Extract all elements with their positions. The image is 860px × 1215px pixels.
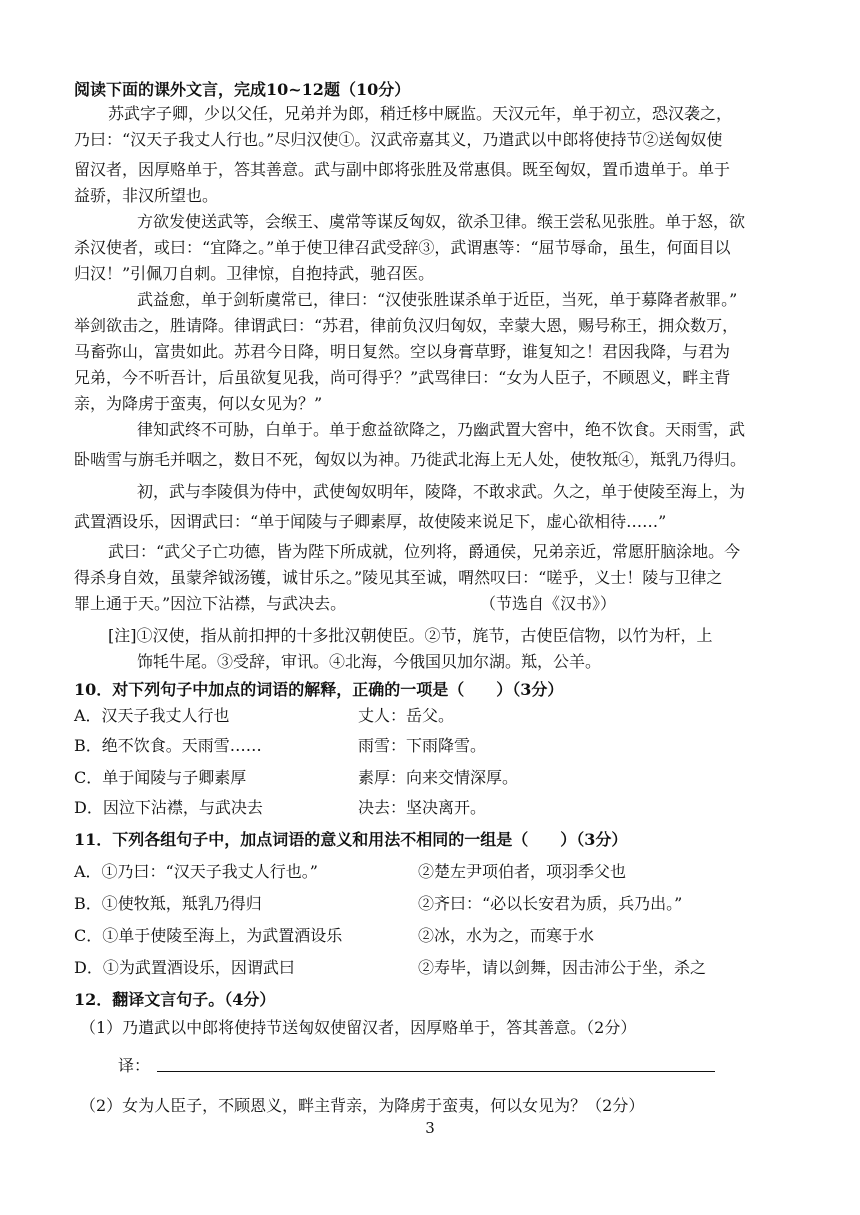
q10-option-b-gloss: 雨雪：下雨降雪。 [358,736,487,755]
q12-item-2: （2）女为人臣子，不顾恩义，畔主背亲，为降虏于蛮夷，何以女见为？（2分） [80,1096,645,1115]
answer-line[interactable] [157,1071,715,1072]
passage-line: 律知武终不可胁，白单于。单于愈益欲降之，乃幽武置大窖中，绝不饮食。天雨雪，武 [137,420,746,439]
q10-option-c-gloss: 素厚：向来交情深厚。 [358,768,519,787]
question-11-stem: 11．下列各组句子中，加点词语的意义和用法不相同的一组是（ ）（3分） [74,830,628,849]
passage-line: 卧啮雪与旃毛并咽之，数日不死，匈奴以为神。乃徙武北海上无人处，使牧羝④，羝乳乃得归。 [74,450,747,469]
translate-label: 译： [118,1056,151,1075]
q11-option-b-first: B．①使牧羝，羝乳乃得归 [74,894,262,913]
passage-line: 苏武字子卿，少以父任，兄弟并为郎，稍迁栘中厩监。天汉元年，单于初立，恐汉袭之， [108,104,733,123]
passage-source: （节选自《汉书》） [480,594,617,613]
passage-line: 亲，为降虏于蛮夷，何以女见为？” [74,394,323,413]
passage-line: 武曰：“武父子亡功德，皆为陛下所成就，位列将，爵通侯，兄弟亲近，常愿肝脑涂地。今 [108,542,741,561]
page-number: 3 [425,1119,435,1137]
q12-item-1: （1）乃遣武以中郎将使持节送匈奴使留汉者，因厚赂单于，答其善意。（2分） [80,1018,637,1037]
q11-option-a-first: A．①乃曰：“汉天子我丈人行也。” [74,862,318,881]
passage-line: 武置酒设乐，因谓武曰：“单于闻陵与子卿素厚，故使陵来说足下，虚心欲相待……” [74,512,667,531]
annotation-note: 饰牦牛尾。③受辞，审讯。④北海，今俄国贝加尔湖。羝，公羊。 [137,652,602,671]
q10-option-b-sentence: B．绝不饮食。天雨雪…… [74,736,262,755]
passage-line: 兄弟，今不听吾计，后虽欲复见我，尚可得乎？”武骂律曰：“女为人臣子，不顾恩义，畔主背 [74,368,731,387]
q11-option-c-first: C．①单于使陵至海上，为武置酒设乐 [74,926,343,945]
passage-line: 罪上通于天。”因泣下沾襟，与武决去。 [74,594,347,613]
q10-option-c-sentence: C．单于闻陵与子卿素厚 [74,768,247,787]
passage-line: 举剑欲击之，胜请降。律谓武曰：“苏君，律前负汉归匈奴，幸蒙大恩，赐号称王，拥众数万， [74,316,739,335]
q11-option-c-second: ②冰，水为之，而寒于水 [418,926,595,945]
passage-line: 得杀身自效，虽蒙斧钺汤镬，诚甘乐之。”陵见其至诚，喟然叹曰：“嗟乎，义士！陵与卫律之 [74,568,723,587]
passage-line: 留汉者，因厚赂单于，答其善意。武与副中郎将张胜及常惠俱。既至匈奴，置币遗单于。单于 [74,160,731,179]
passage-line: 方欲发使送武等，会缑王、虞常等谋反匈奴，欲杀卫律。缑王尝私见张胜。单于怒，欲 [137,212,746,231]
passage-line: 益骄，非汉所望也。 [74,186,219,205]
q10-option-d-gloss: 决去：坚决离开。 [358,798,487,817]
passage-line: 归汉！”引佩刀自刺。卫律惊，自抱持武，驰召医。 [74,264,435,283]
q11-option-b-second: ②齐曰：“必以长安君为质，兵乃出。” [418,894,683,913]
q10-option-a-gloss: 丈人：岳父。 [358,706,455,725]
passage-line: 武益愈，单于剑斩虞常已，律曰：“汉使张胜谋杀单于近臣，当死，单于募降者赦罪。” [137,290,738,309]
q11-option-d-second: ②寿毕，请以剑舞，因击沛公于坐，杀之 [418,958,707,977]
section-title: 阅读下面的课外文言，完成10~12题（10分） [74,80,411,99]
passage-line: 杀汉使者，或曰：“宜降之。”单于使卫律召武受辞③，武谓惠等：“屈节辱命，虽生，何面目以 [74,238,731,257]
passage-line: 马畜弥山，富贵如此。苏君今日降，明日复然。空以身膏草野，谁复知之！君因我降，与君为 [74,342,731,361]
passage-line: 乃曰：“汉天子我丈人行也。”尽归汉使①。汉武帝嘉其义，乃遣武以中郎将使持节②送匈奴使 [74,130,723,149]
question-12-stem: 12．翻译文言句子。（4分） [74,990,276,1009]
q10-option-d-sentence: D．因泣下沾襟，与武决去 [74,798,263,817]
question-10-stem: 10．对下列句子中加点的词语的解释，正确的一项是（ ）（3分） [74,680,564,699]
q10-option-a-sentence: A．汉天子我丈人行也 [74,706,230,725]
q11-option-a-second: ②楚左尹项伯者，项羽季父也 [418,862,627,881]
passage-line: 初，武与李陵俱为侍中，武使匈奴明年，陵降，不敢求武。久之，单于使陵至海上，为 [137,482,746,501]
q11-option-d-first: D．①为武置酒设乐，因谓武曰 [74,958,295,977]
annotation-note: [注]①汉使，指从前扣押的十多批汉朝使臣。②节，旄节，古使臣信物，以竹为杆，上 [108,626,713,645]
